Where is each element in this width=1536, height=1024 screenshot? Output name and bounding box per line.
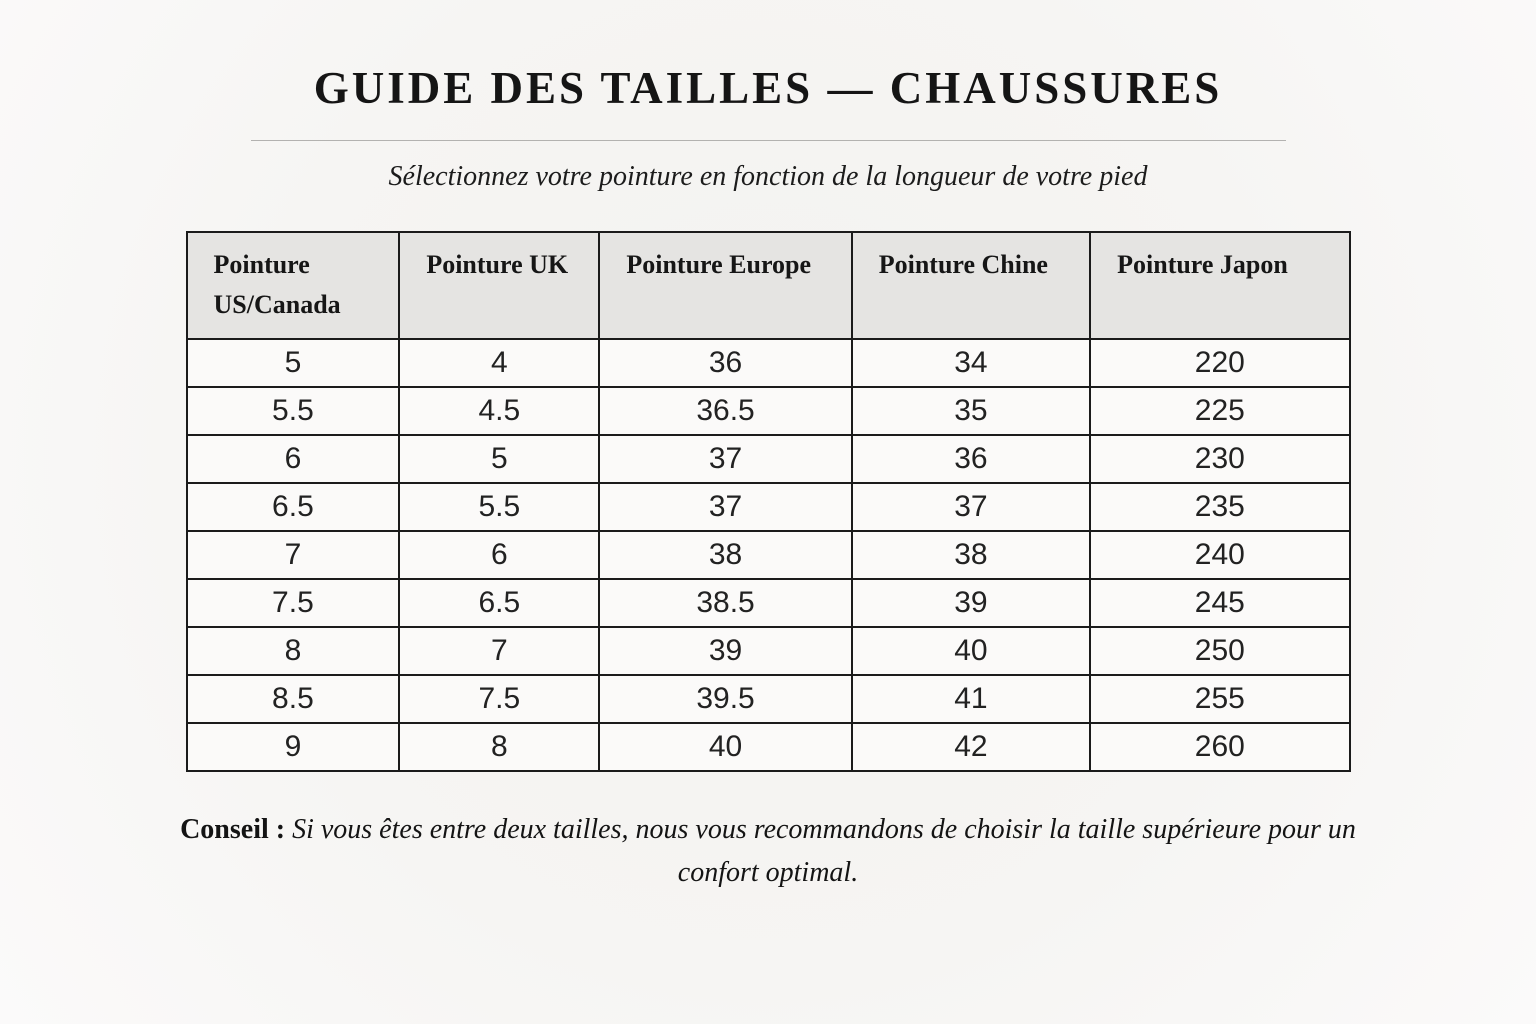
table-cell: 9 <box>187 723 400 771</box>
table-cell: 37 <box>599 483 851 531</box>
tip-label: Conseil : <box>180 813 286 845</box>
table-row <box>187 483 1350 531</box>
table-cell: 7.5 <box>399 675 599 723</box>
table-cell: 5 <box>187 339 400 387</box>
table-cell: 245 <box>1090 579 1349 627</box>
table-cell: 41 <box>852 675 1090 723</box>
table-cell: 8 <box>399 723 599 771</box>
table-cell: 5.5 <box>187 387 400 435</box>
table-cell: 6 <box>187 435 400 483</box>
size-chart-table <box>186 231 1351 772</box>
table-row <box>187 723 1350 771</box>
table-body <box>187 339 1350 771</box>
page-title: GUIDE DES TAILLES — CHAUSSURES <box>313 63 1223 113</box>
table-cell: 7 <box>399 627 599 675</box>
table-cell: 240 <box>1090 531 1349 579</box>
table-cell: 6 <box>399 531 599 579</box>
table-cell: 42 <box>852 723 1090 771</box>
column-header: Pointure Europe <box>599 232 851 339</box>
table-cell: 40 <box>599 723 851 771</box>
table-cell: 5 <box>399 435 599 483</box>
table-cell: 225 <box>1090 387 1349 435</box>
table-cell: 5.5 <box>399 483 599 531</box>
table-cell: 38 <box>599 531 851 579</box>
table-cell: 6.5 <box>399 579 599 627</box>
tip-text: Si vous êtes entre deux tailles, nous vous recommandons de choisir la taille supérieure pour un confort optimal. <box>292 813 1356 888</box>
table-row <box>187 579 1350 627</box>
table-cell: 35 <box>852 387 1090 435</box>
page-subtitle: Sélectionnez votre pointure en fonction de la longueur de votre pied <box>388 161 1148 192</box>
table-cell: 8.5 <box>187 675 400 723</box>
table-cell: 36 <box>852 435 1090 483</box>
table-header-row <box>187 232 1350 339</box>
table-cell: 7.5 <box>187 579 400 627</box>
table-cell: 4.5 <box>399 387 599 435</box>
table-cell: 7 <box>187 531 400 579</box>
table-cell: 37 <box>852 483 1090 531</box>
table-cell: 8 <box>187 627 400 675</box>
table-cell: 4 <box>399 339 599 387</box>
table-cell: 260 <box>1090 723 1349 771</box>
table-cell: 34 <box>852 339 1090 387</box>
table-cell: 235 <box>1090 483 1349 531</box>
table-cell: 250 <box>1090 627 1349 675</box>
table-cell: 39 <box>599 627 851 675</box>
table-row <box>187 531 1350 579</box>
table-cell: 36.5 <box>599 387 851 435</box>
table-cell: 230 <box>1090 435 1349 483</box>
table-cell: 37 <box>599 435 851 483</box>
table-row <box>187 435 1350 483</box>
table-cell: 39 <box>852 579 1090 627</box>
table-cell: 6.5 <box>187 483 400 531</box>
table-row <box>187 675 1350 723</box>
table-cell: 39.5 <box>599 675 851 723</box>
column-header: Pointure Chine <box>852 232 1090 339</box>
table-cell: 38 <box>852 531 1090 579</box>
column-header: Pointure UK <box>399 232 599 339</box>
table-row <box>187 387 1350 435</box>
size-advice <box>178 808 1358 895</box>
table-cell: 36 <box>599 339 851 387</box>
table-row <box>187 339 1350 387</box>
table-row <box>187 627 1350 675</box>
table-cell: 38.5 <box>599 579 851 627</box>
column-header: Pointure US/Canada <box>187 232 400 339</box>
column-header: Pointure Japon <box>1090 232 1349 339</box>
title-divider <box>251 140 1286 141</box>
table-cell: 255 <box>1090 675 1349 723</box>
table-cell: 40 <box>852 627 1090 675</box>
table-cell: 220 <box>1090 339 1349 387</box>
